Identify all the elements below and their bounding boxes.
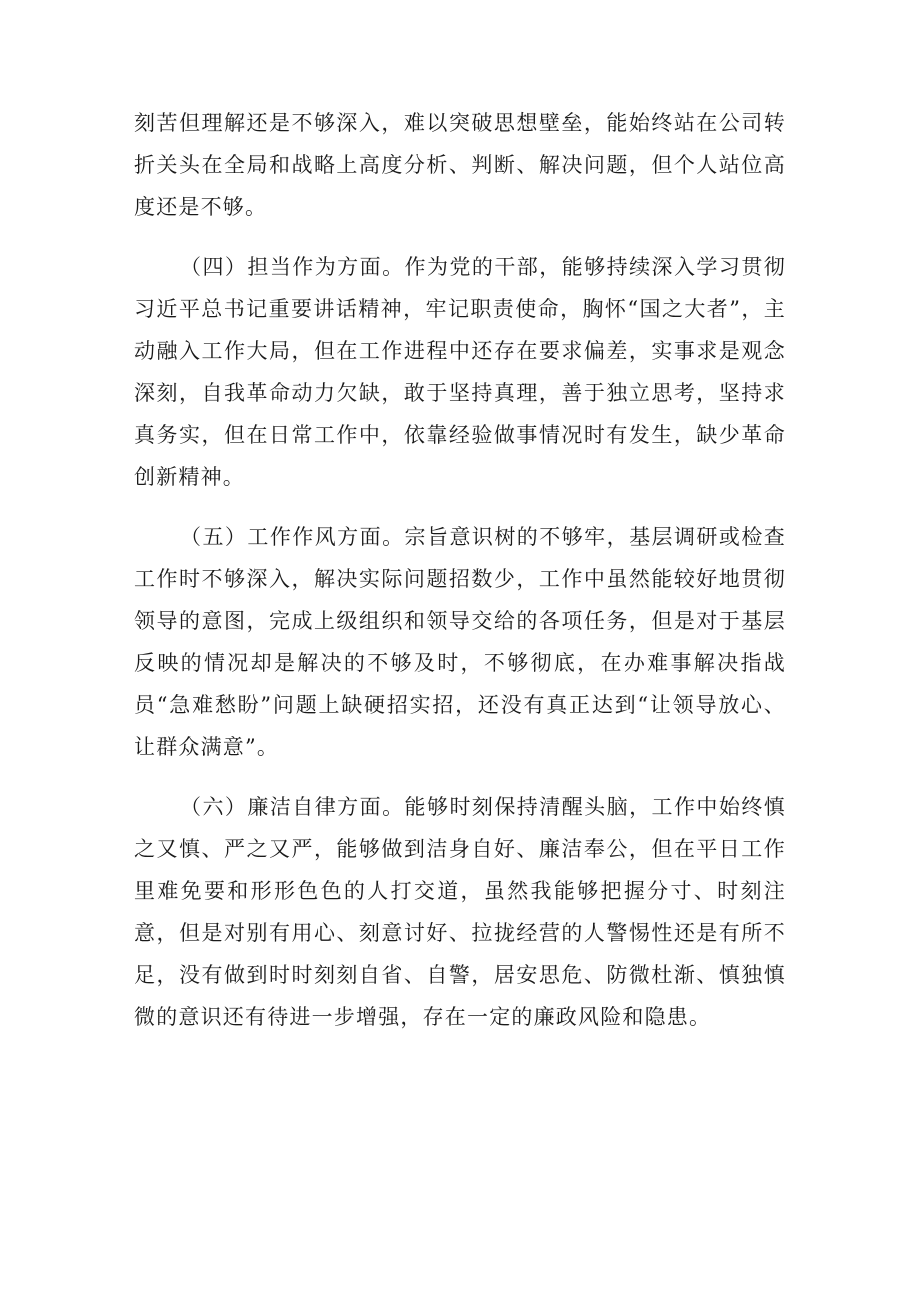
paragraph-section-4: （四）担当作为方面。作为党的干部，能够持续深入学习贯彻习近平总书记重要讲话精神，牢记职责使命，胸怀“国之大者”，主动融入工作大局，但在工作进程中还存在要求偏差，实事求是观念深刻，自我革命动力欠缺，敢于坚持真理，善于独立思考，坚持求真务实，但在日常工作中，依靠经验做事情况时有发生，缺少革命创新精神。 xyxy=(134,255,786,489)
paragraph-section-6: （六）廉洁自律方面。能够时刻保持清醒头脑，工作中始终慎之又慎、严之又严，能够做到洁身自好、廉洁奉公，但在平日工作里难免要和形形色色的人打交道，虽然我能够把握分寸、时刻注意，但是对别有用心、刻意讨好、拉拢经营的人警惕性还是有所不足，没有做到时时刻刻自省、自警，居安思危、防微杜渐、慎独慎微的意识还有待进一步增强，存在一定的廉政风险和隐患。 xyxy=(134,795,786,1029)
paragraph-section-5: （五）工作作风方面。宗旨意识树的不够牢，基层调研或检查工作时不够深入，解决实际问题招数少，工作中虽然能较好地贯彻领导的意图，完成上级组织和领导交给的各项任务，但是对于基层反映的情况却是解决的不够及时，不够彻底，在办难事解决指战员“急难愁盼”问题上缺硬招实招，还没有真正达到“让领导放心、让群众满意”。 xyxy=(134,525,786,759)
paragraph-continuation: 刻苦但理解还是不够深入，难以突破思想壁垒，能始终站在公司转折关头在全局和战略上高度分析、判断、解决问题，但个人站位高度还是不够。 xyxy=(134,111,786,219)
document-body xyxy=(134,102,786,1056)
